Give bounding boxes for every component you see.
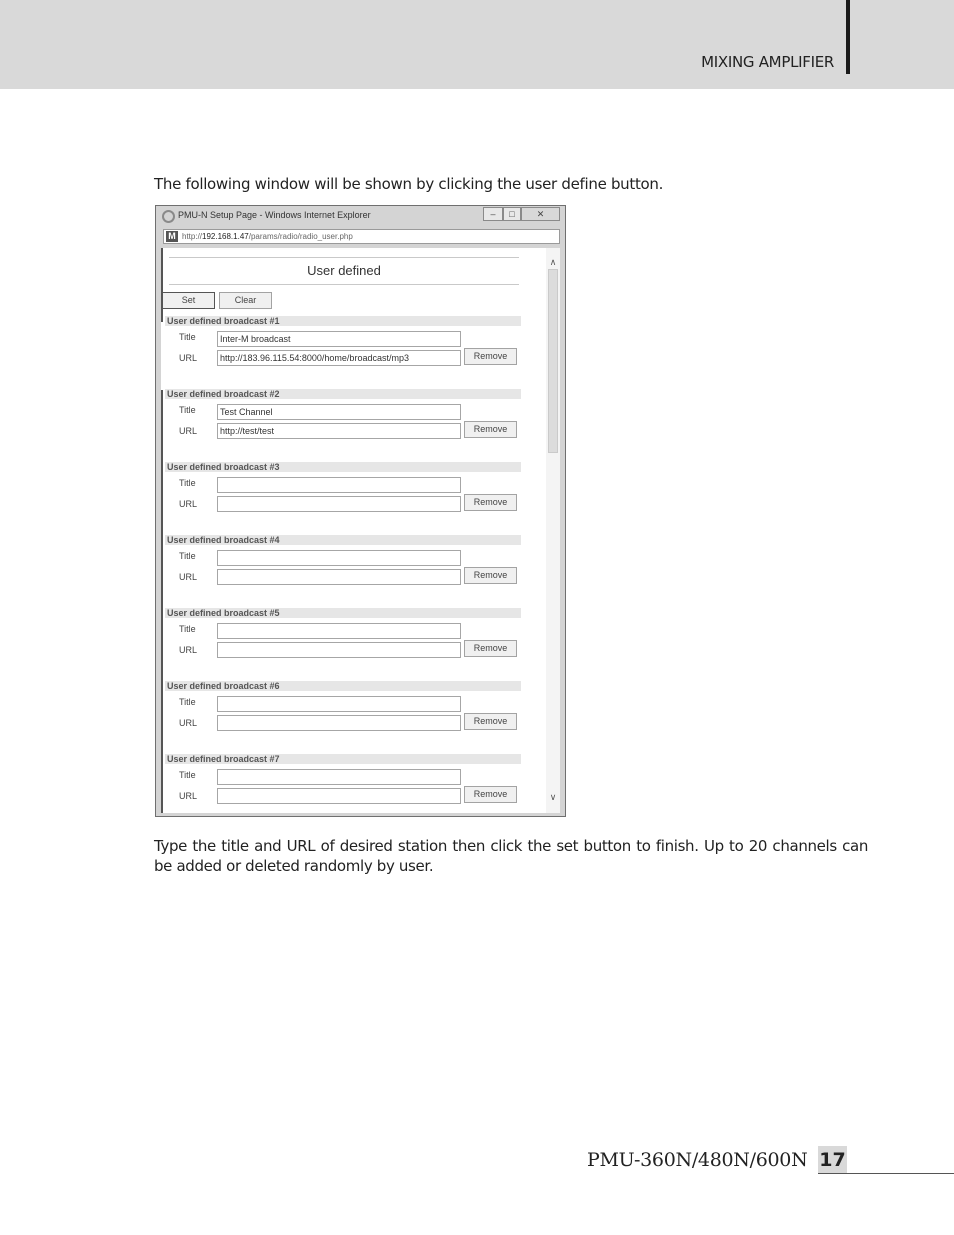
url-label: URL [179,791,198,801]
maximize-icon[interactable]: □ [503,207,521,221]
footer-rule [818,1173,954,1174]
broadcast-heading: User defined broadcast #4 [165,535,521,545]
chevron-down-icon[interactable]: ∨ [549,792,557,802]
broadcast-heading: User defined broadcast #1 [165,316,521,326]
title-label: Title [179,697,196,707]
minimize-icon[interactable]: – [483,207,503,221]
title-input[interactable] [217,477,461,493]
close-icon[interactable]: ✕ [521,207,560,221]
remove-button[interactable]: Remove [464,494,517,511]
address-text: http://192.168.1.47/params/radio/radio_user.php [182,232,353,241]
url-label: URL [179,645,198,655]
title-label: Title [179,478,196,488]
ie-icon [162,210,175,223]
scrollbar[interactable] [546,248,560,813]
footer-model: PMU-360N/480N/600N [587,1149,808,1171]
title-label: Title [179,770,196,780]
browser-window [155,205,566,817]
page-title: User defined [169,257,519,285]
clear-button[interactable]: Clear [219,292,272,309]
url-label: URL [179,499,198,509]
broadcast-heading: User defined broadcast #2 [165,389,521,399]
header-label: MIXING AMPLIFIER [701,53,834,71]
title-input[interactable] [217,696,461,712]
description-text: Type the title and URL of desired station then click the set button to finish. Up to 20 channels can be added or deleted randomly by user. [154,837,868,875]
url-label: URL [179,353,198,363]
url-label: URL [179,718,198,728]
title-input[interactable] [217,769,461,785]
broadcast-heading: User defined broadcast #5 [165,608,521,618]
remove-button[interactable]: Remove [464,640,517,657]
page-viewport [161,248,560,813]
frame-edge [161,390,163,813]
remove-button[interactable]: Remove [464,421,517,438]
header-band [0,0,954,89]
window-titlebar [156,206,565,226]
url-input[interactable]: http://183.96.115.54:8000/home/broadcast/mp3 [217,350,461,366]
frame-edge [161,248,163,322]
scrollbar-thumb[interactable] [548,269,558,453]
remove-button[interactable]: Remove [464,786,517,803]
set-button[interactable]: Set [162,292,215,309]
remove-button[interactable]: Remove [464,348,517,365]
url-label: URL [179,572,198,582]
remove-button[interactable]: Remove [464,713,517,730]
address-bar[interactable] [163,229,560,244]
title-input[interactable]: Inter-M broadcast [217,331,461,347]
title-label: Title [179,624,196,634]
url-input[interactable] [217,788,461,804]
page-number: 17 [818,1146,847,1174]
url-input[interactable] [217,569,461,585]
chevron-up-icon[interactable]: ∧ [549,257,557,267]
window-title: PMU-N Setup Page - Windows Internet Explorer [178,210,371,220]
broadcast-heading: User defined broadcast #7 [165,754,521,764]
title-input[interactable] [217,623,461,639]
url-input[interactable] [217,715,461,731]
url-label: URL [179,426,198,436]
url-input[interactable] [217,496,461,512]
url-input[interactable] [217,642,461,658]
site-icon: M [166,231,178,242]
remove-button[interactable]: Remove [464,567,517,584]
broadcast-heading: User defined broadcast #6 [165,681,521,691]
title-label: Title [179,405,196,415]
header-divider [846,0,850,74]
intro-text: The following window will be shown by clicking the user define button. [154,175,664,193]
title-input[interactable]: Test Channel [217,404,461,420]
title-label: Title [179,551,196,561]
title-input[interactable] [217,550,461,566]
broadcast-heading: User defined broadcast #3 [165,462,521,472]
title-label: Title [179,332,196,342]
url-input[interactable]: http://test/test [217,423,461,439]
